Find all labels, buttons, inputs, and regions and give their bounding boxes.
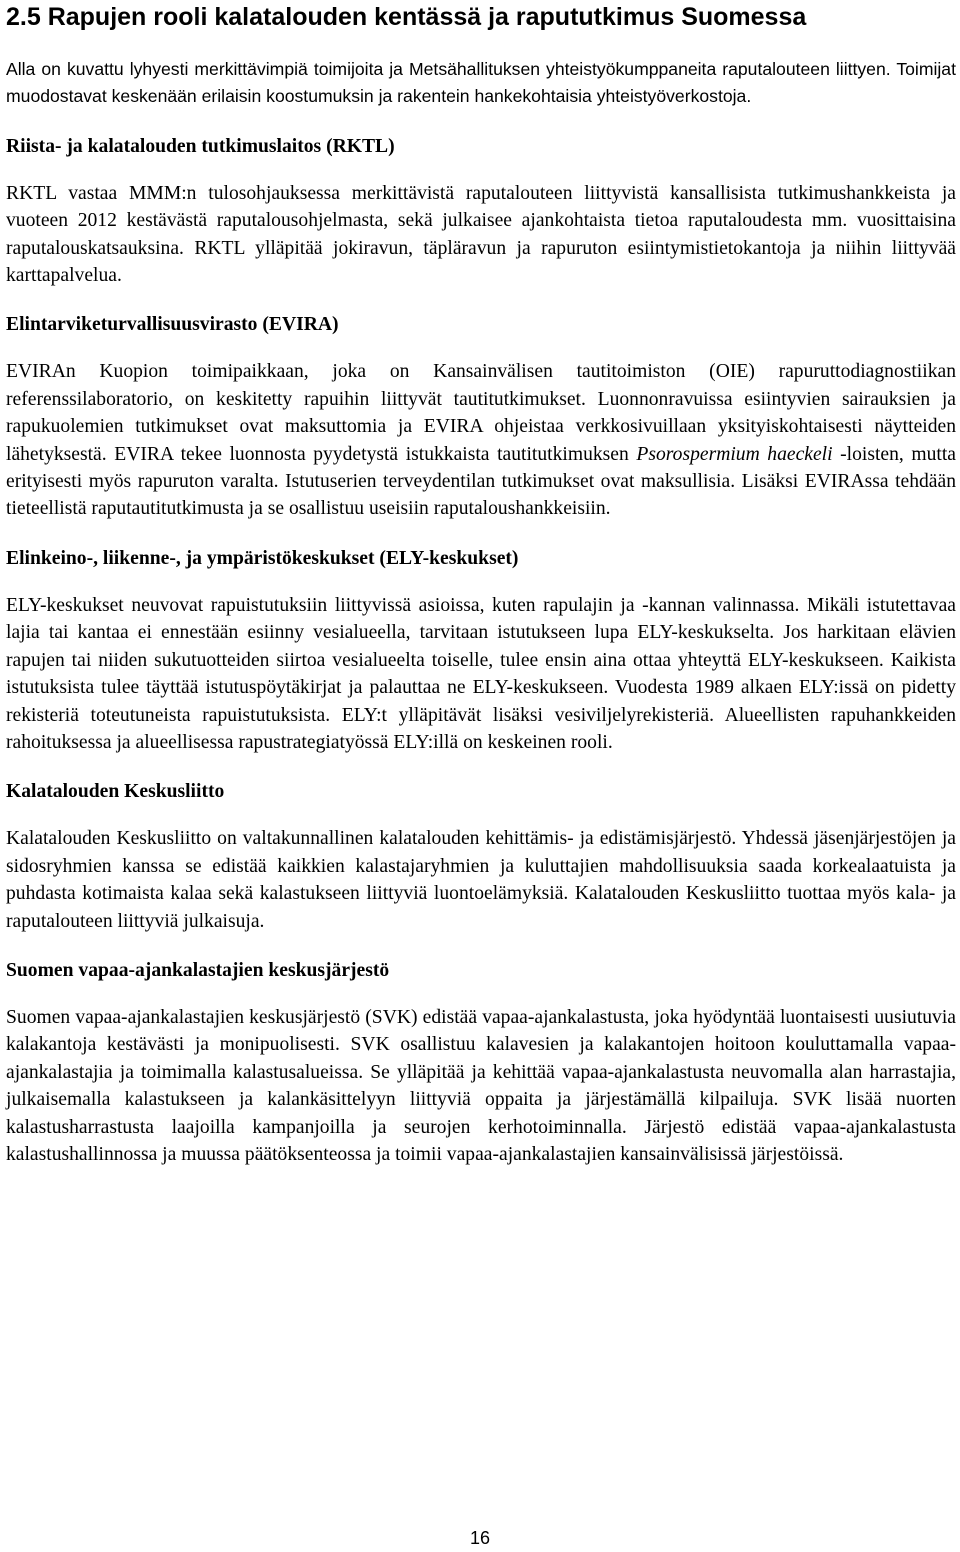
page-number: 16 [469, 1528, 491, 1548]
body-svk: Suomen vapaa-ajankalastajien keskusjärjestö (SVK) edistää vapaa-ajankalastusta, joka hyödyntää luontaisesti uusiutuvia kalakantoja kestävästi ja monipuolisesti. SVK osallistuu kalavesien ja kalakantojen hoitoon kouluttamalla vapaa-ajankalastajia ja toimimalla kalastusalueissa. Se ylläpitää ja kehittää vapaa-ajankalastusta neuvomalla alan harrastajia, julkaisemalla kalastukseen ja kalankäsittelyyn liittyviä oppaita ja järjestämällä kilpailuja. SVK lisää nuorten kalastusharrastusta laajoilla kampanjoilla ja seurojen kerhotoiminnalla. Järjestö edistää vapaa-ajankalastusta kalastushallinnossa ja muussa päätöksenteossa ja toimii vapaa-ajankalastajien kansainvälisissä järjestöissä. [6, 1006, 956, 1165]
heading-evira: Elintarviketurvallisuusvirasto (EVIRA) [6, 314, 339, 336]
heading-rktl: Riista- ja kalatalouden tutkimuslaitos (RKTL) [6, 135, 395, 157]
body-rktl: RKTL vastaa MMM:n tulosohjauksessa merkittävistä raputalouteen liittyvistä kansallisista tutkimushankkeista ja vuoteen 2012 kestävästä raputalousohjelmasta, sekä julkaisee ajankohtaista tietoa raputaloudesta mm. vuosittaisina raputalouskatsauksina. RKTL ylläpitää jokiravun, täpläravun ja rapuruton esiintymistietokantoja ja niihin liittyvää karttapalvelua. [6, 182, 956, 287]
body-evira [6, 358, 956, 522]
body-evira-part2: -loisten, mutta erityisesti myös rapuruton varalta. Istutuserien terveydentilan tutkimukset ovat maksullisia. Lisäksi EVIRAssa tehdään tieteellistä raputautitutkimusta ja se osallistuu useisiin raputaloushankkeisiin. [6, 443, 957, 520]
heading-ely: Elinkeino-, liikenne-, ja ympäristökeskukset (ELY-keskukset) [6, 547, 519, 569]
document-page [6, 0, 956, 1168]
heading-keskusliitto: Kalatalouden Keskusliitto [6, 781, 225, 803]
section-evira [6, 289, 956, 522]
section-rktl [6, 111, 956, 290]
heading-svk: Suomen vapaa-ajankalastajien keskusjärjestö [6, 959, 390, 981]
body-ely: ELY-keskukset neuvovat rapuistutuksiin liittyvissä asioissa, kuten rapulajin ja -kannan valinnassa. Mikäli istutettavaa lajia tai kantaa ei ennestään esiinny vesialueella, tarvitaan istutukseen lupa ELY-keskukselta. Jos harkitaan elävien rapujen tai niiden sukutuotteiden siirtoa vesialueelta toiselle, tulee ensin aina ottaa yhteyttä ELY-keskukseen. Kaikista istutuksista tulee täyttää istutuspöytäkirjat ja palauttaa ne ELY-keskukseen. Vuodesta 1989 alkaen ELY:issä on pidetty rekisteriä toteutuneista rapuistutuksista. ELY:t ylläpitävät lisäksi vesiviljelyrekisteriä. Alueellisten rapuhankkeiden rahoituksessa ja alueellisessa rapustrategiatyössä ELY:illä on keskeinen rooli. [6, 594, 956, 753]
body-evira-part1: EVIRAn Kuopion toimipaikkaan, joka on Kansainvälisen tautitoimiston (OIE) rapuruttodiagnostiikan referenssilaboratorio, on keskitetty rapuihin liittyvät tautitutkimukset. Luonnonravuissa esiintyvien sairauksien ja rapukuolemien tutkimukset ovat maksuttomia ja EVIRA ohjeistaa verkkosivuillaan yksityiskohtaisesti näytteiden lähetyksestä. EVIRA tekee luonnosta pyydetystä istukkaista tautitutkimuksen [6, 361, 956, 465]
species-name: Psorospermium haeckeli [636, 443, 833, 465]
section-ely [6, 523, 956, 756]
section-svk [6, 935, 956, 1168]
section-title: 2.5 Rapujen rooli kalatalouden kentässä ja rapututkimus Suomessa [6, 3, 807, 31]
intro-paragraph: Alla on kuvattu lyhyesti merkittävimpiä toimijoita ja Metsähallituksen yhteistyökumppaneita raputalouteen liittyen. Toimijat muodostavat keskenään erilaisin koostumuksin ja rakentein hankekohtaisia yhteistyöverkostoja. [6, 59, 956, 107]
body-keskusliitto: Kalatalouden Keskusliitto on valtakunnallinen kalatalouden kehittämis- ja edistämisjärjestö. Yhdessä jäsenjärjestöjen ja sidosryhmien kanssa se edistää kaikkien kalastajaryhmien ja kuluttajien mahdollisuuksia saada korkealaatuista ja puhdasta kotimaista kalaa sekä kalastukseen liittyviä luontoelämyksiä. Kalatalouden Keskusliitto tuottaa myös kala- ja raputalouteen liittyviä julkaisuja. [6, 828, 956, 932]
section-keskusliitto [6, 756, 956, 935]
